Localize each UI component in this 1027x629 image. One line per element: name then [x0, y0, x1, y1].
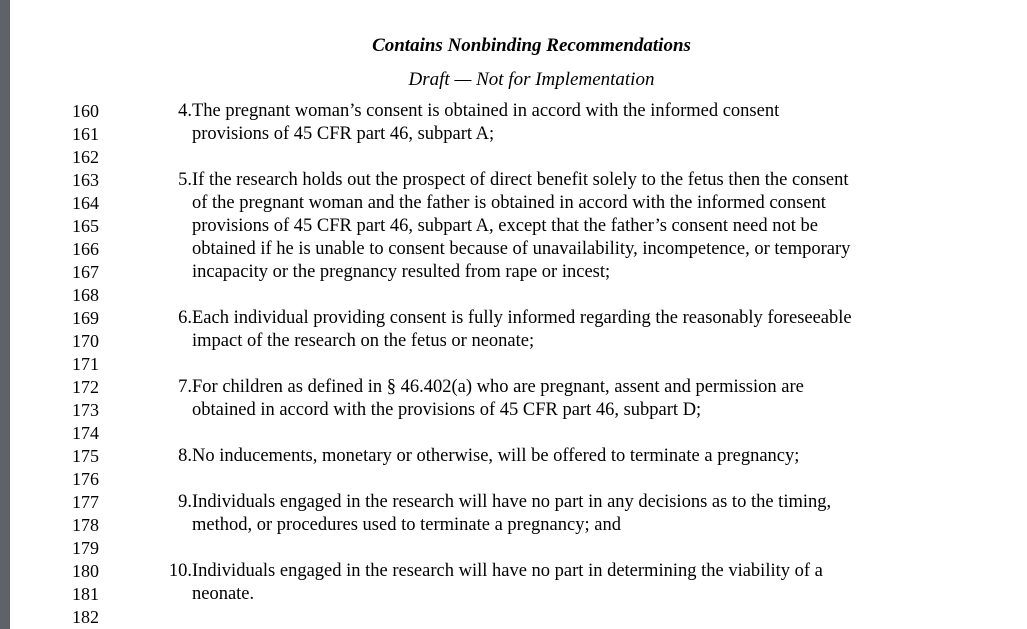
viewer-left-edge [0, 0, 10, 629]
list-item-text-line: If the research holds out the prospect of direct benefit solely to the fetus then the consent [192, 170, 849, 190]
line-number: 160 [72, 101, 99, 121]
list-item-text-line: obtained if he is unable to consent because of unavailability, incompetence, or temporary [192, 239, 851, 259]
line-number: 180 [72, 561, 99, 581]
numbered-list [160, 100, 1020, 606]
list-item-text-line: provisions of 45 CFR part 46, subpart A; [192, 124, 495, 144]
page-header-subtitle: Draft — Not for Implementation [408, 69, 655, 90]
list-item-text-line: impact of the research on the fetus or neonate; [192, 331, 535, 351]
list-item-text-line: Individuals engaged in the research will have no part in any decisions as to the timing, [192, 492, 832, 512]
line-number: 161 [72, 124, 99, 144]
list-item-number: 9. [178, 492, 192, 512]
line-number: 169 [72, 308, 99, 328]
list-item [160, 169, 1020, 284]
list-item-text-line: Individuals engaged in the research will have no part in determining the viability of a [192, 561, 823, 581]
line-number: 175 [72, 446, 99, 466]
list-item-text-line: For children as defined in § 46.402(a) who are pregnant, assent and permission are [192, 377, 804, 397]
line-number: 179 [72, 538, 99, 558]
list-item-text-line: incapacity or the pregnancy resulted from rape or incest; [192, 262, 611, 282]
list-item-number: 6. [178, 308, 192, 328]
line-number: 167 [72, 262, 99, 282]
list-item-text-line: neonate. [192, 584, 255, 604]
list-item [160, 560, 1020, 606]
line-number: 177 [72, 492, 99, 512]
list-item-text-line: Each individual providing consent is fully informed regarding the reasonably foreseeable [192, 308, 852, 328]
line-number: 181 [72, 584, 99, 604]
line-number: 166 [72, 239, 99, 259]
list-item [160, 376, 1020, 422]
page-header-title: Contains Nonbinding Recommendations [372, 35, 691, 56]
list-item [160, 100, 1020, 146]
line-number-column [72, 100, 122, 629]
document-page [10, 0, 1027, 629]
line-number: 168 [72, 285, 99, 305]
list-item-number: 10. [168, 561, 192, 581]
line-number: 164 [72, 193, 99, 213]
line-number: 174 [72, 423, 99, 443]
list-item-text-line: obtained in accord with the provisions of 45 CFR part 46, subpart D; [192, 400, 702, 420]
list-item-text-line: of the pregnant woman and the father is obtained in accord with the informed consent [192, 193, 826, 213]
list-item-number: 7. [178, 377, 192, 397]
list-item-number: 4. [178, 101, 192, 121]
list-item-text-line: The pregnant woman’s consent is obtained in accord with the informed consent [192, 101, 780, 121]
line-number: 162 [72, 147, 99, 167]
list-item-number: 8. [178, 446, 192, 466]
list-item-text-line: provisions of 45 CFR part 46, subpart A, except that the father’s consent need not be [192, 216, 818, 236]
list-item [160, 307, 1020, 353]
line-number: 178 [72, 515, 99, 535]
line-number: 173 [72, 400, 99, 420]
line-number: 170 [72, 331, 99, 351]
list-item [160, 491, 1020, 537]
list-item-number: 5. [178, 170, 192, 190]
line-number: 176 [72, 469, 99, 489]
line-number: 171 [72, 354, 99, 374]
line-number: 163 [72, 170, 99, 190]
line-number: 182 [72, 607, 99, 627]
list-item-text-line: method, or procedures used to terminate a pregnancy; and [192, 515, 621, 535]
line-number: 165 [72, 216, 99, 236]
list-item-text-line: No inducements, monetary or otherwise, will be offered to terminate a pregnancy; [192, 446, 800, 466]
list-item [160, 445, 1020, 468]
line-number: 172 [72, 377, 99, 397]
